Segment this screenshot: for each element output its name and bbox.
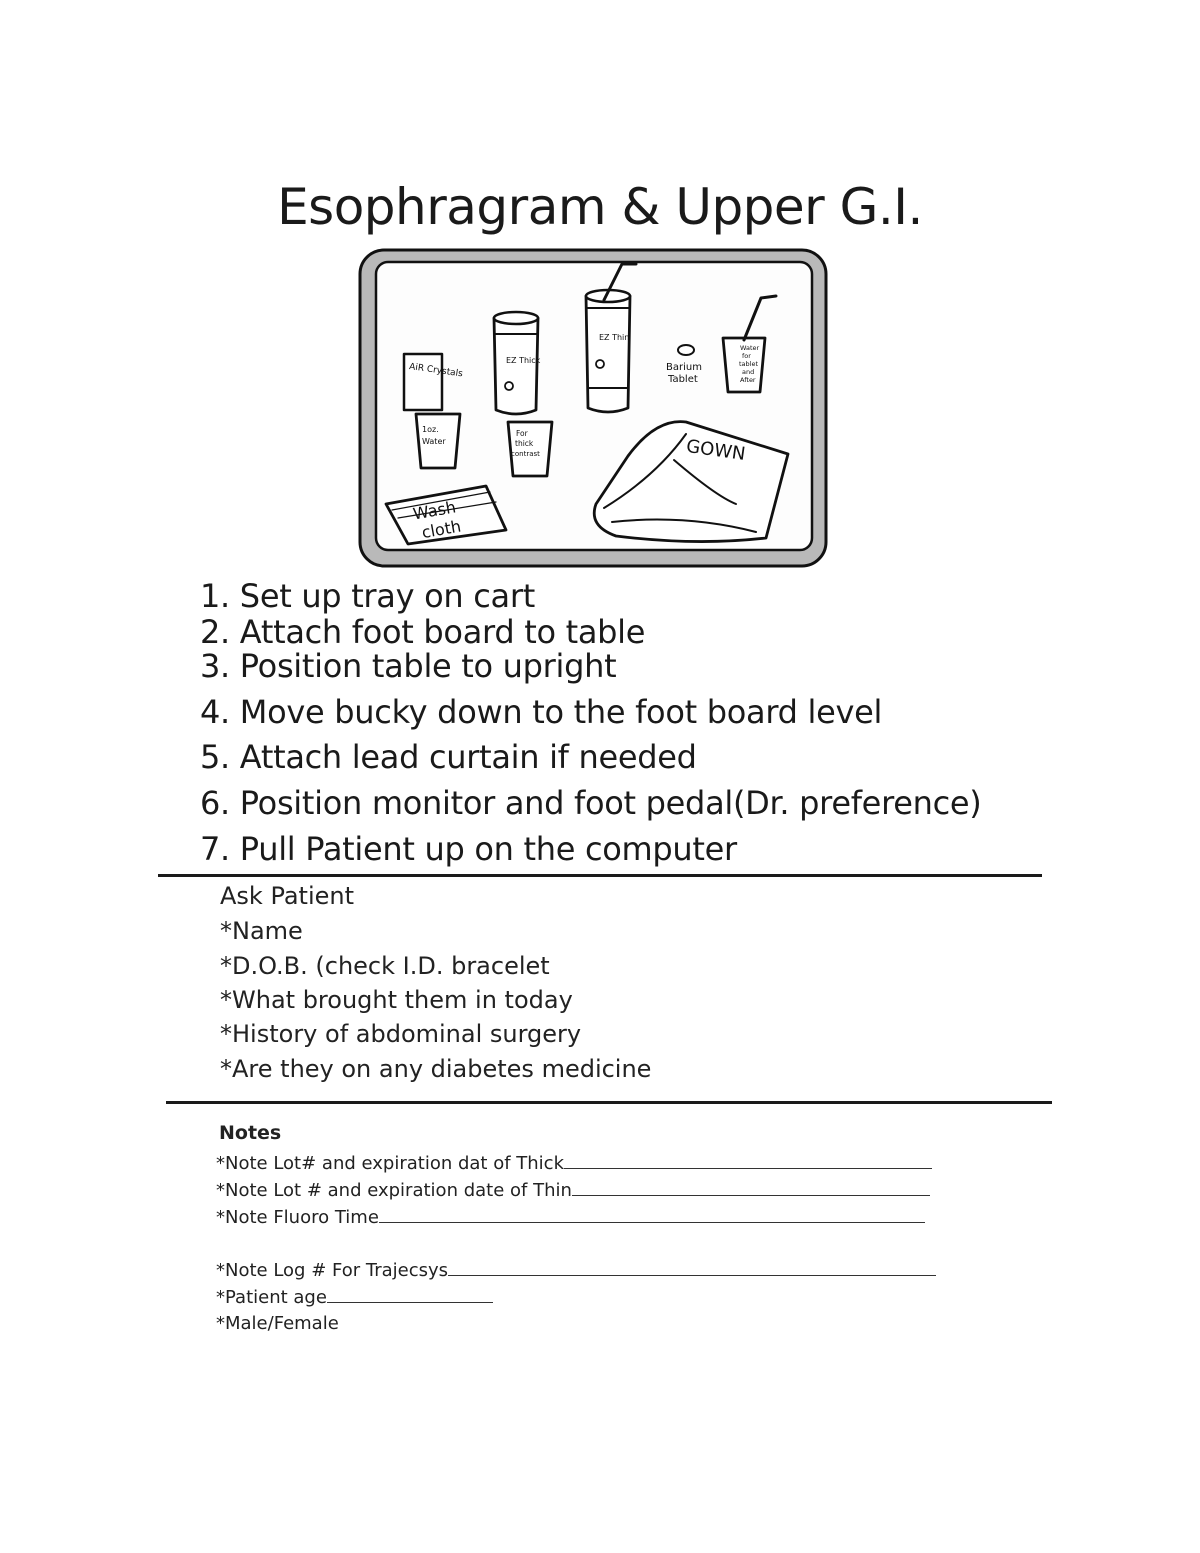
note-thick-lot-label: *Note Lot# and expiration dat of Thick (216, 1153, 565, 1174)
svg-text:tablet: tablet (739, 360, 759, 368)
step-6: 6. Position monitor and foot pedal(Dr. preference) (200, 784, 982, 822)
note-thin-lot-blank[interactable] (572, 1179, 930, 1196)
note-sex: *Male/Female (216, 1313, 339, 1334)
note-trajecsys-log-label: *Note Log # For Trajecsys (216, 1260, 449, 1281)
step-1: 1. Set up tray on cart (200, 577, 535, 615)
note-patient-age (216, 1286, 493, 1308)
svg-text:EZ Thin: EZ Thin (599, 333, 630, 342)
ez-thick-cup (494, 312, 541, 414)
step-5: 5. Attach lead curtain if needed (200, 738, 697, 776)
ask-item-diabetes: *Are they on any diabetes medicine (220, 1055, 652, 1083)
note-fluoro-time-label: *Note Fluoro Time (216, 1207, 379, 1228)
svg-text:Barium: Barium (666, 362, 702, 373)
note-thick-lot (216, 1152, 932, 1174)
for-thick-contrast-cup (508, 422, 552, 476)
note-patient-age-label: *Patient age (216, 1287, 327, 1308)
svg-text:cloth: cloth (420, 516, 463, 543)
ask-patient-heading: Ask Patient (220, 882, 355, 910)
note-thin-lot-label: *Note Lot # and expiration date of Thin (216, 1180, 572, 1201)
svg-text:EZ Thick: EZ Thick (506, 356, 541, 365)
svg-text:Tablet: Tablet (668, 374, 698, 385)
air-crystals-label: AiR Crystals (408, 362, 464, 380)
note-trajecsys-log-blank[interactable] (448, 1259, 936, 1276)
divider-2 (166, 1101, 1052, 1104)
svg-text:After: After (740, 376, 756, 384)
svg-text:thick: thick (515, 439, 534, 448)
ask-item-reason: *What brought them in today (220, 986, 573, 1014)
ask-item-name: *Name (220, 917, 303, 945)
svg-text:Wash: Wash (411, 497, 458, 524)
svg-text:For: For (516, 429, 528, 438)
page-title: Esophragram & Upper G.I. (277, 178, 923, 236)
step-7: 7. Pull Patient up on the computer (200, 830, 737, 868)
step-3: 3. Position table to upright (200, 647, 617, 685)
note-thin-lot (216, 1179, 930, 1201)
ask-item-surgery: *History of abdominal surgery (220, 1020, 582, 1048)
note-trajecsys-log (216, 1259, 936, 1281)
notes-heading: Notes (219, 1122, 282, 1144)
ask-item-dob: *D.O.B. (check I.D. bracelet (220, 952, 550, 980)
svg-text:and: and (742, 368, 755, 376)
svg-text:contrast: contrast (511, 450, 540, 458)
svg-text:GOWN: GOWN (684, 435, 747, 465)
note-fluoro-time (216, 1206, 925, 1228)
svg-text:Water: Water (422, 437, 446, 446)
step-2: 2. Attach foot board to table (200, 613, 646, 651)
divider-1 (158, 874, 1042, 877)
note-thick-lot-blank[interactable] (564, 1152, 932, 1169)
note-fluoro-time-blank[interactable] (379, 1206, 925, 1223)
tray-illustration (356, 246, 830, 570)
svg-text:for: for (742, 352, 751, 360)
note-patient-age-blank[interactable] (327, 1286, 493, 1303)
svg-text:Water: Water (740, 344, 760, 352)
step-4: 4. Move bucky down to the foot board level (200, 693, 883, 731)
water-1oz-cup (416, 414, 460, 468)
svg-text:1oz.: 1oz. (422, 425, 439, 434)
